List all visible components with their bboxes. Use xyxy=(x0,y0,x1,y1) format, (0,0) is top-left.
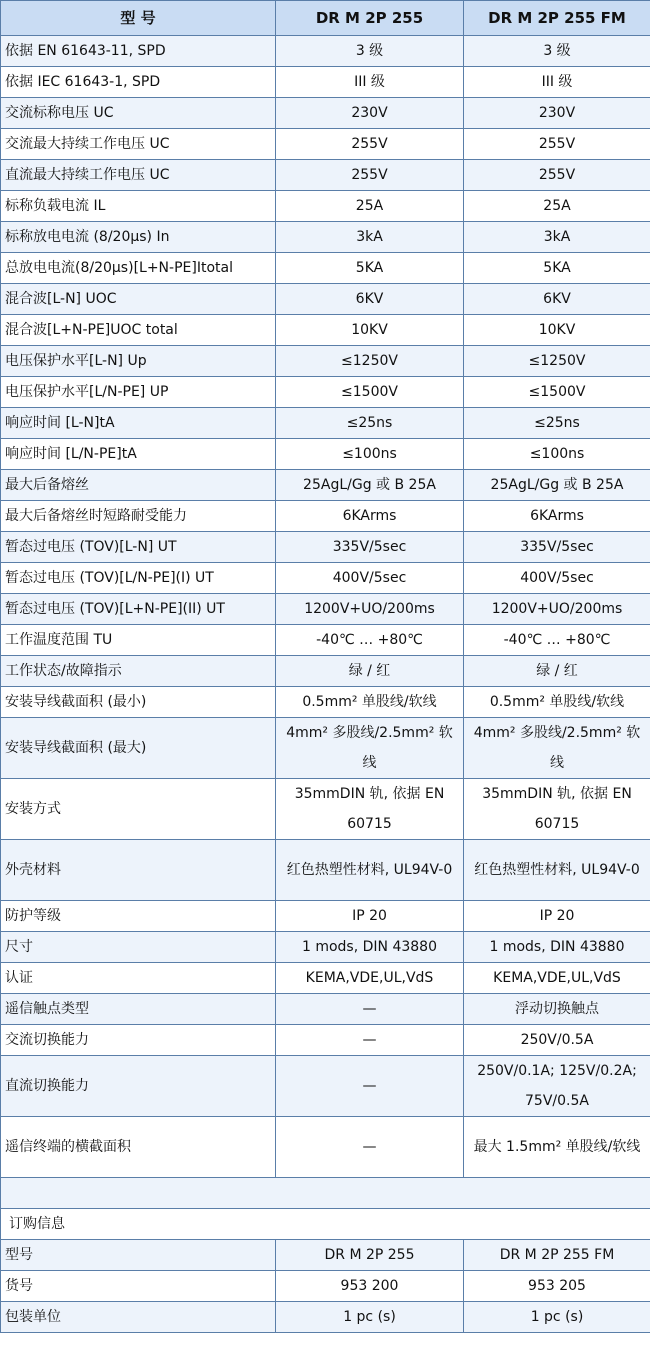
spec-value-product-2: 5KA xyxy=(464,253,650,284)
spec-label: 电压保护水平[L-N] Up xyxy=(1,346,276,377)
spec-value-product-2: 6KArms xyxy=(464,501,650,532)
spec-row xyxy=(1,439,650,470)
spec-label: 外壳材料 xyxy=(1,840,276,901)
spec-value-product-1: 335V/5sec xyxy=(276,532,464,563)
spec-label: 依据 IEC 61643-1, SPD xyxy=(1,67,276,98)
spec-value-product-1: 255V xyxy=(276,129,464,160)
spec-value-product-1: 25AgL/Gg 或 B 25A xyxy=(276,470,464,501)
order-value-product-2: 1 pc (s) xyxy=(464,1302,650,1333)
spec-row xyxy=(1,594,650,625)
spec-value-product-1: 1200V+UO/200ms xyxy=(276,594,464,625)
header-row xyxy=(1,1,650,36)
header-model: 型 号 xyxy=(1,1,276,36)
spec-value-product-1: 6KArms xyxy=(276,501,464,532)
order-value-product-2: DR M 2P 255 FM xyxy=(464,1240,650,1271)
spec-label: 响应时间 [L-N]tA xyxy=(1,408,276,439)
spec-value-product-2: 250V/0.5A xyxy=(464,1025,650,1056)
blank-cell xyxy=(1,1178,650,1209)
spec-row xyxy=(1,625,650,656)
spec-value-product-2: 0.5mm² 单股线/软线 xyxy=(464,687,650,718)
spec-row xyxy=(1,994,650,1025)
spec-value-product-2: 25A xyxy=(464,191,650,222)
blank-row xyxy=(1,1178,650,1209)
spec-value-product-2: ≤1250V xyxy=(464,346,650,377)
spec-row xyxy=(1,1056,650,1117)
spec-row xyxy=(1,191,650,222)
spec-value-product-2: ≤100ns xyxy=(464,439,650,470)
spec-value-product-1: 红色热塑性材料, UL94V-0 xyxy=(276,840,464,901)
spec-row xyxy=(1,932,650,963)
spec-value-product-1: ≤1250V xyxy=(276,346,464,377)
spec-value-product-1: KEMA,VDE,UL,VdS xyxy=(276,963,464,994)
spec-row xyxy=(1,98,650,129)
spec-value-product-1: — xyxy=(276,1117,464,1178)
spec-value-product-2: 最大 1.5mm² 单股线/软线 xyxy=(464,1117,650,1178)
spec-label: 认证 xyxy=(1,963,276,994)
spec-value-product-1: — xyxy=(276,1056,464,1117)
order-section-row xyxy=(1,1209,650,1240)
spec-row xyxy=(1,408,650,439)
spec-value-product-1: ≤1500V xyxy=(276,377,464,408)
spec-value-product-1: 3kA xyxy=(276,222,464,253)
header-product-1: DR M 2P 255 xyxy=(276,1,464,36)
order-value-product-1: 1 pc (s) xyxy=(276,1302,464,1333)
spec-value-product-2: 250V/0.1A; 125V/0.2A; 75V/0.5A xyxy=(464,1056,650,1117)
spec-value-product-1: -40℃ … +80℃ xyxy=(276,625,464,656)
spec-value-product-1: 1 mods, DIN 43880 xyxy=(276,932,464,963)
order-label: 货号 xyxy=(1,1271,276,1302)
spec-value-product-2: 255V xyxy=(464,160,650,191)
spec-row xyxy=(1,129,650,160)
spec-value-product-1: — xyxy=(276,994,464,1025)
spec-label: 总放电电流(8/20μs)[L+N-PE]Itotal xyxy=(1,253,276,284)
spec-value-product-1: 10KV xyxy=(276,315,464,346)
spec-row xyxy=(1,687,650,718)
header-product-2: DR M 2P 255 FM xyxy=(464,1,650,36)
spec-value-product-2: 230V xyxy=(464,98,650,129)
spec-value-product-1: ≤100ns xyxy=(276,439,464,470)
spec-value-product-2: 1200V+UO/200ms xyxy=(464,594,650,625)
order-label: 包装单位 xyxy=(1,1302,276,1333)
spec-row xyxy=(1,840,650,901)
spec-row xyxy=(1,718,650,779)
spec-row xyxy=(1,346,650,377)
spec-value-product-2: 4mm² 多股线/2.5mm² 软线 xyxy=(464,718,650,779)
spec-value-product-1: ≤25ns xyxy=(276,408,464,439)
spec-value-product-2: 1 mods, DIN 43880 xyxy=(464,932,650,963)
spec-row xyxy=(1,377,650,408)
spec-row xyxy=(1,222,650,253)
spec-row xyxy=(1,501,650,532)
spec-label: 防护等级 xyxy=(1,901,276,932)
spec-label: 安装方式 xyxy=(1,779,276,840)
spec-label: 遥信终端的横截面积 xyxy=(1,1117,276,1178)
spec-row xyxy=(1,779,650,840)
spec-row xyxy=(1,901,650,932)
spec-label: 暂态过电压 (TOV)[L/N-PE](I) UT xyxy=(1,563,276,594)
spec-label: 最大后备熔丝 xyxy=(1,470,276,501)
spec-value-product-1: 25A xyxy=(276,191,464,222)
spec-value-product-2: 红色热塑性材料, UL94V-0 xyxy=(464,840,650,901)
order-value-product-1: DR M 2P 255 xyxy=(276,1240,464,1271)
spec-value-product-1: 400V/5sec xyxy=(276,563,464,594)
spec-label: 遥信触点类型 xyxy=(1,994,276,1025)
spec-value-product-1: — xyxy=(276,1025,464,1056)
spec-row xyxy=(1,284,650,315)
spec-label: 标称负载电流 IL xyxy=(1,191,276,222)
order-row xyxy=(1,1271,650,1302)
spec-label: 电压保护水平[L/N-PE] UP xyxy=(1,377,276,408)
spec-value-product-2: 400V/5sec xyxy=(464,563,650,594)
spec-value-product-2: 10KV xyxy=(464,315,650,346)
spec-row xyxy=(1,563,650,594)
spec-value-product-1: IP 20 xyxy=(276,901,464,932)
spec-label: 工作温度范围 TU xyxy=(1,625,276,656)
spec-value-product-1: 4mm² 多股线/2.5mm² 软线 xyxy=(276,718,464,779)
spec-label: 交流切换能力 xyxy=(1,1025,276,1056)
spec-value-product-2: ≤25ns xyxy=(464,408,650,439)
spec-row xyxy=(1,1025,650,1056)
spec-row xyxy=(1,160,650,191)
spec-label: 依据 EN 61643-11, SPD xyxy=(1,36,276,67)
spec-label: 直流最大持续工作电压 UC xyxy=(1,160,276,191)
spec-value-product-2: IP 20 xyxy=(464,901,650,932)
spec-value-product-2: 3 级 xyxy=(464,36,650,67)
spec-value-product-1: 255V xyxy=(276,160,464,191)
spec-label: 安装导线截面积 (最小) xyxy=(1,687,276,718)
spec-row xyxy=(1,656,650,687)
spec-value-product-2: III 级 xyxy=(464,67,650,98)
spec-value-product-2: 25AgL/Gg 或 B 25A xyxy=(464,470,650,501)
spec-value-product-1: 0.5mm² 单股线/软线 xyxy=(276,687,464,718)
spec-row xyxy=(1,1117,650,1178)
spec-value-product-2: -40℃ … +80℃ xyxy=(464,625,650,656)
spec-row xyxy=(1,470,650,501)
spec-value-product-2: ≤1500V xyxy=(464,377,650,408)
order-row xyxy=(1,1240,650,1271)
spec-value-product-2: 35mmDIN 轨, 依据 EN 60715 xyxy=(464,779,650,840)
spec-label: 最大后备熔丝时短路耐受能力 xyxy=(1,501,276,532)
spec-value-product-2: 255V xyxy=(464,129,650,160)
spec-label: 混合波[L-N] UOC xyxy=(1,284,276,315)
spec-label: 标称放电电流 (8/20μs) In xyxy=(1,222,276,253)
spec-row xyxy=(1,532,650,563)
spec-value-product-1: 6KV xyxy=(276,284,464,315)
spec-label: 直流切换能力 xyxy=(1,1056,276,1117)
spec-label: 暂态过电压 (TOV)[L-N] UT xyxy=(1,532,276,563)
spec-value-product-2: 335V/5sec xyxy=(464,532,650,563)
spec-row xyxy=(1,67,650,98)
spec-label: 交流标称电压 UC xyxy=(1,98,276,129)
spec-value-product-2: 绿 / 红 xyxy=(464,656,650,687)
spec-row xyxy=(1,253,650,284)
order-section-title: 订购信息 xyxy=(1,1209,650,1240)
spec-value-product-1: III 级 xyxy=(276,67,464,98)
order-row xyxy=(1,1302,650,1333)
order-label: 型号 xyxy=(1,1240,276,1271)
order-value-product-1: 953 200 xyxy=(276,1271,464,1302)
spec-value-product-2: KEMA,VDE,UL,VdS xyxy=(464,963,650,994)
spec-row xyxy=(1,36,650,67)
spec-body xyxy=(1,36,650,1333)
spec-label: 暂态过电压 (TOV)[L+N-PE](II) UT xyxy=(1,594,276,625)
spec-label: 工作状态/故障指示 xyxy=(1,656,276,687)
spec-value-product-1: 5KA xyxy=(276,253,464,284)
spec-value-product-1: 绿 / 红 xyxy=(276,656,464,687)
spec-label: 尺寸 xyxy=(1,932,276,963)
spec-label: 混合波[L+N-PE]UOC total xyxy=(1,315,276,346)
spec-value-product-2: 6KV xyxy=(464,284,650,315)
spec-label: 交流最大持续工作电压 UC xyxy=(1,129,276,160)
spec-value-product-1: 35mmDIN 轨, 依据 EN 60715 xyxy=(276,779,464,840)
spec-label: 响应时间 [L/N-PE]tA xyxy=(1,439,276,470)
spec-value-product-1: 230V xyxy=(276,98,464,129)
spec-value-product-2: 浮动切换触点 xyxy=(464,994,650,1025)
spec-value-product-1: 3 级 xyxy=(276,36,464,67)
spec-row xyxy=(1,963,650,994)
spec-value-product-2: 3kA xyxy=(464,222,650,253)
spec-label: 安装导线截面积 (最大) xyxy=(1,718,276,779)
order-value-product-2: 953 205 xyxy=(464,1271,650,1302)
spec-row xyxy=(1,315,650,346)
